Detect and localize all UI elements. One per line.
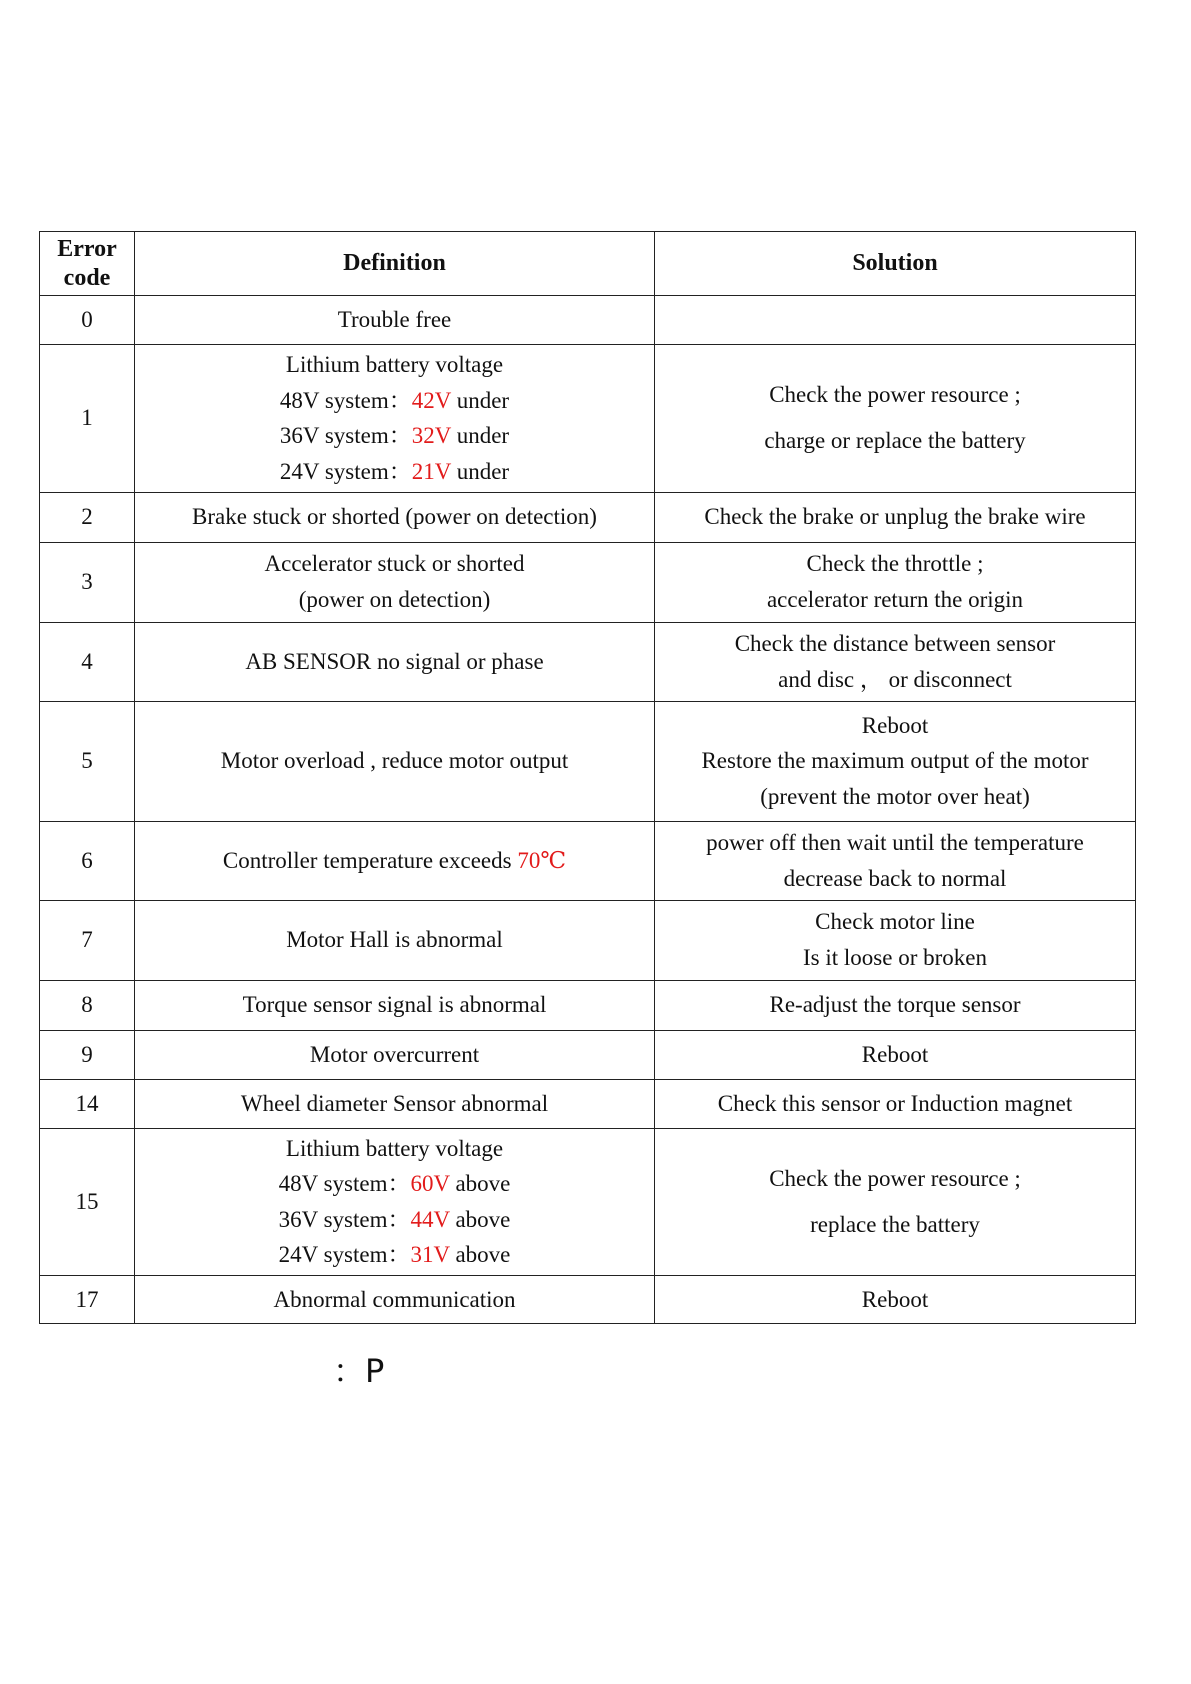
solution-cell: Reboot — [655, 1030, 1136, 1079]
table-row — [40, 1030, 1136, 1079]
header-definition: Definition — [135, 232, 655, 296]
error-code-cell: 15 — [40, 1128, 135, 1276]
table-row — [40, 1276, 1136, 1324]
error-code-cell: 6 — [40, 821, 135, 900]
table-row — [40, 622, 1136, 701]
definition-cell: AB SENSOR no signal or phase — [135, 622, 655, 701]
error-code-cell: 8 — [40, 980, 135, 1030]
voltage-value: 42V — [411, 387, 451, 413]
voltage-value: 60V — [410, 1171, 450, 1197]
solution-cell: Check the power resource ; charge or replace the battery — [655, 345, 1136, 493]
solution-cell: Check motor line Is it loose or broken — [655, 900, 1136, 980]
definition-line: Lithium battery voltage — [285, 352, 504, 377]
voltage-value: 21V — [411, 458, 451, 484]
definition-line: 36V system：44V above — [278, 1206, 511, 1232]
solution-cell: Reboot — [655, 1276, 1136, 1324]
error-code-cell: 7 — [40, 900, 135, 980]
solution-cell: Check the throttle ; accelerator return the origin — [655, 542, 1136, 622]
header-solution: Solution — [655, 232, 1136, 296]
definition-cell: Motor overload , reduce motor output — [135, 701, 655, 821]
solution-cell: Check the distance between sensor and disc ， or disconnect — [655, 622, 1136, 701]
solution-cell: Check this sensor or Induction magnet — [655, 1079, 1136, 1128]
voltage-value: 32V — [411, 423, 451, 449]
definition-cell: Brake stuck or shorted (power on detection) — [135, 492, 655, 542]
error-code-cell: 9 — [40, 1030, 135, 1079]
temperature-value: 70℃ — [517, 847, 567, 873]
solution-cell: Reboot Restore the maximum output of the motor (prevent the motor over heat) — [655, 701, 1136, 821]
definition-line: 24V system：21V under — [279, 458, 510, 484]
voltage-value: 31V — [410, 1242, 450, 1268]
table-row — [40, 296, 1136, 345]
solution-cell: Check the power resource ; replace the battery — [655, 1128, 1136, 1276]
definition-line: 48V system：42V under — [279, 387, 510, 413]
solution-cell: Re-adjust the torque sensor — [655, 980, 1136, 1030]
definition-cell: Abnormal communication — [135, 1276, 655, 1324]
error-code-cell: 17 — [40, 1276, 135, 1324]
error-code-cell: 1 — [40, 345, 135, 493]
definition-cell — [135, 1128, 655, 1276]
solution-cell: Check the brake or unplug the brake wire — [655, 492, 1136, 542]
table-row — [40, 1128, 1136, 1276]
table-row — [40, 542, 1136, 622]
error-code-cell: 14 — [40, 1079, 135, 1128]
definition-line: 48V system：60V above — [278, 1171, 511, 1197]
header-error-code: Error code — [40, 232, 135, 296]
definition-cell: Motor overcurrent — [135, 1030, 655, 1079]
error-code-cell: 5 — [40, 701, 135, 821]
definition-cell: Accelerator stuck or shorted (power on detection) — [135, 542, 655, 622]
table-row — [40, 1079, 1136, 1128]
table-row — [40, 980, 1136, 1030]
definition-cell: Trouble free — [135, 296, 655, 345]
solution-cell — [655, 296, 1136, 345]
definition-cell: Wheel diameter Sensor abnormal — [135, 1079, 655, 1128]
definition-line: 24V system：31V above — [278, 1242, 511, 1268]
error-code-cell: 2 — [40, 492, 135, 542]
definition-line: Lithium battery voltage — [285, 1135, 504, 1161]
solution-cell: power off then wait until the temperature decrease back to normal — [655, 821, 1136, 900]
table-row — [40, 900, 1136, 980]
error-code-table — [39, 231, 1136, 1324]
table-row — [40, 345, 1136, 493]
definition-cell: Motor Hall is abnormal — [135, 900, 655, 980]
table-row — [40, 821, 1136, 900]
table-row — [40, 492, 1136, 542]
error-code-cell: 0 — [40, 296, 135, 345]
definition-cell: Controller temperature exceeds 70℃ — [135, 821, 655, 900]
error-code-cell: 3 — [40, 542, 135, 622]
error-code-cell: 4 — [40, 622, 135, 701]
footer-text: ：P — [333, 1352, 385, 1390]
definition-line: 36V system：32V under — [279, 423, 510, 449]
definition-cell: Torque sensor signal is abnormal — [135, 980, 655, 1030]
table-row — [40, 701, 1136, 821]
definition-cell — [135, 345, 655, 493]
table-header-row — [40, 232, 1136, 296]
voltage-value: 44V — [410, 1206, 450, 1232]
